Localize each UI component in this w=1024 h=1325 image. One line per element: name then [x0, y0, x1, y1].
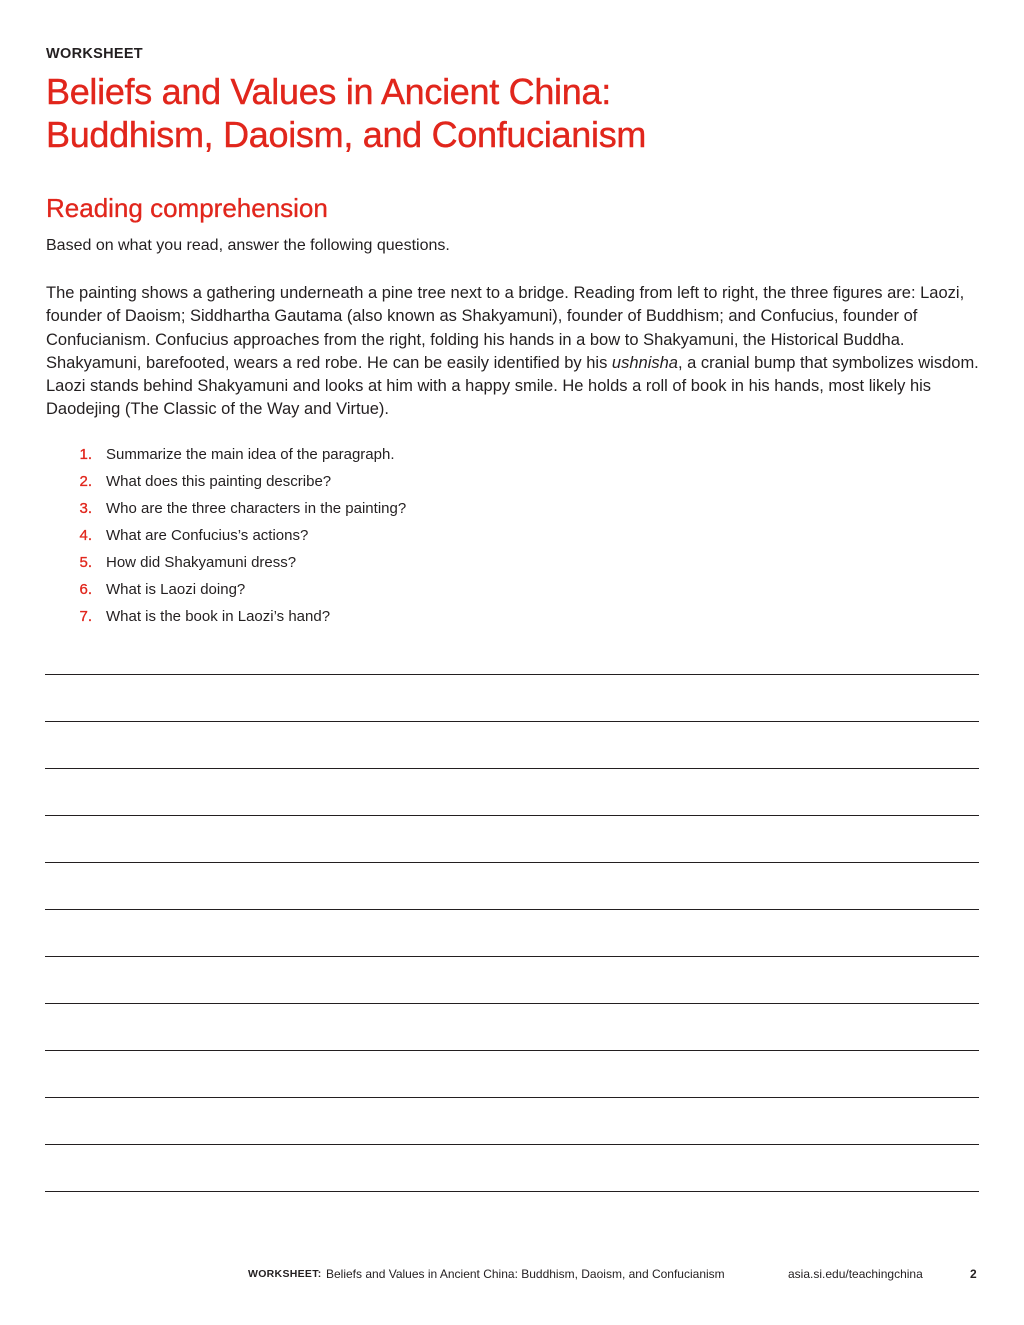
- section-heading: Reading comprehension: [46, 193, 328, 223]
- answer-line[interactable]: [45, 909, 979, 956]
- section-intro: Based on what you read, answer the following questions.: [46, 237, 450, 254]
- question-text: What are Confucius’s actions?: [106, 527, 309, 544]
- answer-line[interactable]: [45, 1003, 979, 1050]
- answer-line[interactable]: [45, 674, 979, 721]
- question-text: Summarize the main idea of the paragraph.: [106, 446, 395, 463]
- question-number: 4.: [79, 527, 92, 544]
- question-item: [46, 579, 406, 606]
- question-item: [46, 471, 406, 498]
- question-number: 7.: [79, 608, 92, 625]
- reading-paragraph: [46, 282, 984, 422]
- question-list: [46, 444, 406, 633]
- title-line-2: Buddhism, Daoism, and Confucianism: [46, 114, 647, 155]
- footer-label: WORKSHEET:: [248, 1268, 322, 1280]
- question-text: What is the book in Laozi’s hand?: [106, 608, 331, 625]
- question-number: 1.: [79, 446, 92, 463]
- question-text: How did Shakyamuni dress?: [106, 554, 297, 571]
- answer-lines: [45, 674, 979, 1192]
- answer-line[interactable]: [45, 721, 979, 768]
- title-line-1: Beliefs and Values in Ancient China:: [46, 71, 611, 112]
- footer-url[interactable]: asia.si.edu/teachingchina: [788, 1267, 923, 1281]
- answer-line[interactable]: [45, 815, 979, 862]
- answer-line[interactable]: [45, 956, 979, 1003]
- paragraph-text-before: The painting shows a gathering underneath a pine tree next to a bridge. Reading from left to right, the three figures are: Laozi, founder of Daoism; Siddhartha Gautama (also known as Shakyamuni), founder of Buddhism; and Confucius, founder of Confucianism. Confucius approaches from the right, folding his hands in a bow to Shakyamuni, the Historical Buddha. Shakyamuni, barefooted, wears a red robe. He can be easily identified by his: [46, 284, 965, 372]
- worksheet-title: [46, 70, 646, 156]
- question-item: [46, 552, 406, 579]
- question-text: What is Laozi doing?: [106, 581, 246, 598]
- paragraph-text-after: , a cranial bump that symbolizes wisdom. Laozi stands behind Shakyamuni and looks at him with a happy smile. He holds a roll of book in his hands, most likely his Daodejing (The Classic of the Way and Virtue).: [46, 353, 979, 419]
- answer-line[interactable]: [45, 1097, 979, 1144]
- question-number: 3.: [79, 500, 92, 517]
- question-number: 2.: [79, 473, 92, 490]
- question-text: Who are the three characters in the painting?: [106, 500, 407, 517]
- worksheet-kicker: WORKSHEET: [46, 46, 143, 62]
- answer-line[interactable]: [45, 1191, 979, 1192]
- question-item: [46, 444, 406, 471]
- paragraph-italic-term: ushnisha: [611, 353, 678, 372]
- question-item: [46, 498, 406, 525]
- answer-line[interactable]: [45, 862, 979, 909]
- question-number: 5.: [79, 554, 92, 571]
- answer-line[interactable]: [45, 768, 979, 815]
- question-number: 6.: [79, 581, 92, 598]
- answer-line[interactable]: [45, 1144, 979, 1191]
- question-item: [46, 525, 406, 552]
- answer-line[interactable]: [45, 1050, 979, 1097]
- question-text: What does this painting describe?: [106, 473, 332, 490]
- footer-title: Beliefs and Values in Ancient China: Buddhism, Daoism, and Confucianism: [326, 1267, 725, 1281]
- question-item: [46, 606, 406, 633]
- page-number: 2: [970, 1267, 977, 1281]
